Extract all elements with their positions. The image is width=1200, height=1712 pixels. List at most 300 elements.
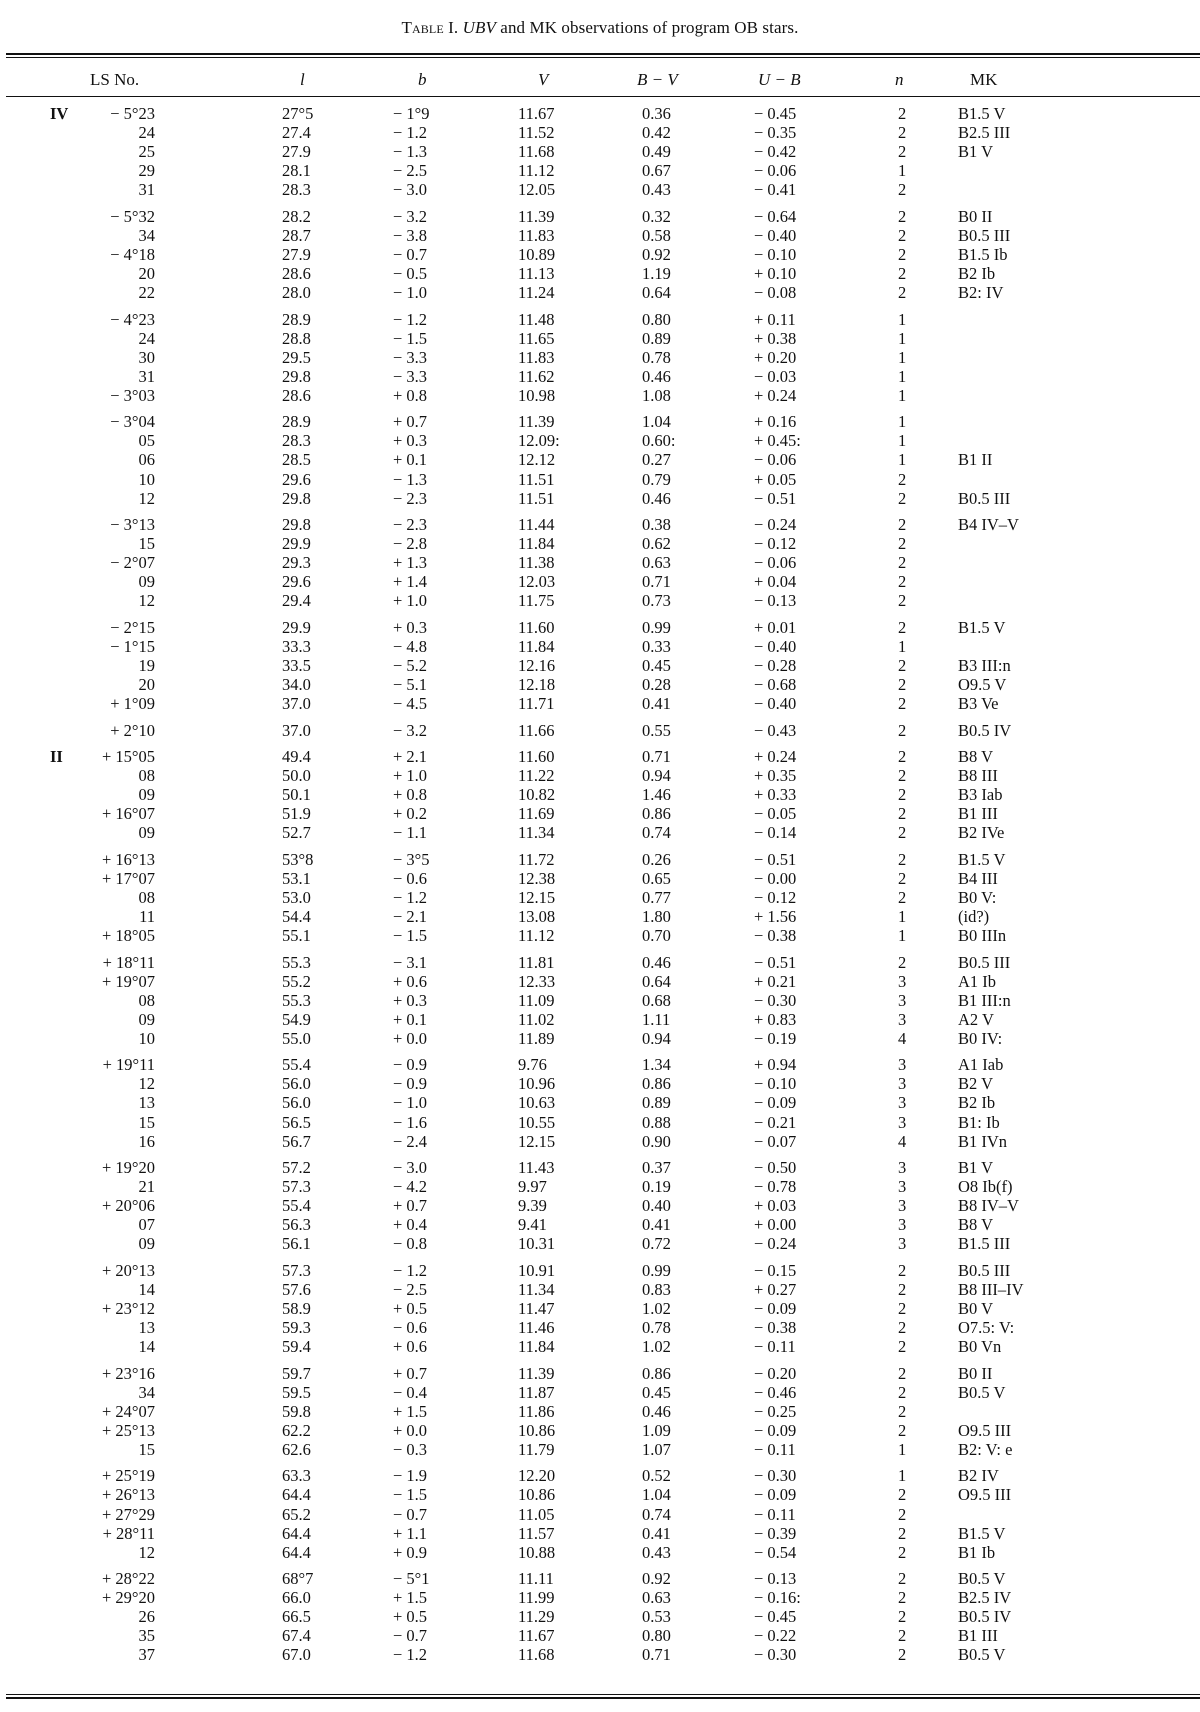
b-minus-v-cell: 0.86 <box>642 804 671 824</box>
ls-number-cell: 10 <box>138 469 155 489</box>
galactic-longitude-cell: 67.4 <box>282 1626 311 1646</box>
n-observations-cell: 2 <box>898 1645 907 1665</box>
ls-number-cell: − 2°07 <box>110 553 155 573</box>
mk-type-cell: B8 V <box>958 1215 993 1235</box>
v-magnitude-cell: 10.31 <box>518 1234 556 1254</box>
u-minus-b-cell: − 0.07 <box>754 1131 797 1151</box>
galactic-latitude-cell: − 1.0 <box>393 1093 428 1113</box>
ls-number-cell: + 20°06 <box>101 1196 155 1216</box>
table-row <box>0 1132 1200 1151</box>
galactic-latitude-cell: − 0.4 <box>393 1382 428 1402</box>
ls-number-cell: 24 <box>138 328 155 348</box>
b-minus-v-cell: 0.89 <box>642 1093 671 1113</box>
b-minus-v-cell: 0.46 <box>642 366 671 386</box>
galactic-longitude-cell: 53°8 <box>282 849 314 869</box>
v-magnitude-cell: 11.83 <box>518 225 555 245</box>
table-row <box>0 1383 1200 1402</box>
u-minus-b-cell: + 0.03 <box>754 1196 797 1216</box>
galactic-latitude-cell: − 0.8 <box>393 1234 428 1254</box>
galactic-longitude-cell: 57.3 <box>282 1260 311 1280</box>
table-row <box>0 450 1200 469</box>
galactic-latitude-cell: + 0.9 <box>393 1542 428 1562</box>
galactic-longitude-cell: 54.9 <box>282 1009 311 1029</box>
n-observations-cell: 1 <box>898 431 907 451</box>
v-magnitude-cell: 10.82 <box>518 785 556 805</box>
b-minus-v-cell: 1.46 <box>642 785 671 805</box>
galactic-longitude-cell: 66.5 <box>282 1607 311 1627</box>
v-magnitude-cell: 12.03 <box>518 572 556 592</box>
galactic-longitude-cell: 59.4 <box>282 1337 311 1357</box>
v-magnitude-cell: 11.67 <box>518 1626 555 1646</box>
v-magnitude-cell: 9.97 <box>518 1177 547 1197</box>
ls-number-cell: 31 <box>138 180 155 200</box>
row-group <box>0 721 1200 740</box>
table-row <box>0 869 1200 888</box>
u-minus-b-cell: + 0.04 <box>754 572 797 592</box>
caption-text: and MK observations of program OB stars. <box>500 18 799 37</box>
galactic-latitude-cell: − 2.3 <box>393 515 428 535</box>
galactic-latitude-cell: − 0.7 <box>393 1504 428 1524</box>
n-observations-cell: 2 <box>898 142 907 162</box>
n-observations-cell: 2 <box>898 1260 907 1280</box>
mk-type-cell: B1.5 V <box>958 104 1006 123</box>
n-observations-cell: 3 <box>898 990 907 1010</box>
table-row <box>0 1588 1200 1607</box>
b-minus-v-cell: 0.92 <box>642 1569 671 1589</box>
u-minus-b-cell: + 0.00 <box>754 1215 797 1235</box>
b-minus-v-cell: 0.86 <box>642 1074 671 1094</box>
galactic-latitude-cell: + 1.5 <box>393 1588 428 1608</box>
v-magnitude-cell: 13.08 <box>518 907 556 927</box>
v-magnitude-cell: 12.33 <box>518 971 556 991</box>
b-minus-v-cell: 0.41 <box>642 1215 671 1235</box>
galactic-latitude-cell: − 3.3 <box>393 347 428 367</box>
b-minus-v-cell: 0.32 <box>642 206 671 226</box>
table-row <box>0 618 1200 637</box>
galactic-longitude-cell: 28.6 <box>282 385 311 405</box>
galactic-latitude-cell: + 0.2 <box>393 804 428 824</box>
v-magnitude-cell: 11.29 <box>518 1607 555 1627</box>
u-minus-b-cell: − 0.19 <box>754 1028 797 1048</box>
galactic-longitude-cell: 29.9 <box>282 617 311 637</box>
v-magnitude-cell: 11.12 <box>518 926 555 946</box>
table-row <box>0 489 1200 508</box>
caption-ubv: UBV <box>462 18 496 37</box>
u-minus-b-cell: − 0.06 <box>754 161 797 181</box>
table-row <box>0 572 1200 591</box>
galactic-latitude-cell: + 0.3 <box>393 990 428 1010</box>
v-magnitude-cell: 11.84 <box>518 636 555 656</box>
u-minus-b-cell: − 0.51 <box>754 849 797 869</box>
n-observations-cell: 2 <box>898 804 907 824</box>
galactic-latitude-cell: − 2.5 <box>393 161 428 181</box>
mk-type-cell: O9.5 III <box>958 1485 1012 1505</box>
galactic-longitude-cell: 27.9 <box>282 244 311 264</box>
table-row <box>0 1029 1200 1048</box>
u-minus-b-cell: − 0.38 <box>754 1318 797 1338</box>
b-minus-v-cell: 0.52 <box>642 1466 671 1486</box>
galactic-longitude-cell: 29.8 <box>282 488 311 508</box>
b-minus-v-cell: 0.64 <box>642 283 671 303</box>
u-minus-b-cell: − 0.42 <box>754 142 797 162</box>
table-row <box>0 1607 1200 1626</box>
table-row <box>0 1113 1200 1132</box>
u-minus-b-cell: − 0.11 <box>754 1504 796 1524</box>
row-group <box>0 310 1200 405</box>
table-row <box>0 161 1200 180</box>
ls-number-cell: + 20°13 <box>101 1260 155 1280</box>
bottom-rule-thin <box>6 1694 1200 1695</box>
galactic-longitude-cell: 28.3 <box>282 431 311 451</box>
ls-number-cell: 26 <box>138 1607 155 1627</box>
u-minus-b-cell: + 0.24 <box>754 746 797 766</box>
galactic-longitude-cell: 59.5 <box>282 1382 311 1402</box>
galactic-longitude-cell: 59.7 <box>282 1363 311 1383</box>
mk-type-cell: B1 V <box>958 1158 993 1178</box>
galactic-latitude-cell: − 1.3 <box>393 469 428 489</box>
ls-number-cell: 08 <box>138 766 155 786</box>
mk-type-cell: B0.5 III <box>958 225 1011 245</box>
mk-type-cell: B4 III <box>958 868 998 888</box>
n-observations-cell: 2 <box>898 572 907 592</box>
galactic-latitude-cell: − 1.6 <box>393 1112 428 1132</box>
galactic-longitude-cell: 55.3 <box>282 990 311 1010</box>
ls-number-cell: + 17°07 <box>101 868 155 888</box>
table-row <box>0 850 1200 869</box>
mk-type-cell: B1 II <box>958 450 993 470</box>
mk-type-cell: (id?) <box>958 907 990 927</box>
galactic-latitude-cell: − 1.3 <box>393 142 428 162</box>
galactic-latitude-cell: − 2.3 <box>393 488 428 508</box>
galactic-longitude-cell: 28.5 <box>282 450 311 470</box>
table-row <box>0 1093 1200 1112</box>
mk-type-cell: B8 IV–V <box>958 1196 1019 1216</box>
ls-number-cell: 08 <box>138 887 155 907</box>
u-minus-b-cell: − 0.46 <box>754 1382 797 1402</box>
b-minus-v-cell: 0.43 <box>642 1542 671 1562</box>
galactic-longitude-cell: 50.1 <box>282 785 311 805</box>
mk-type-cell: B8 V <box>958 746 993 766</box>
header-v: V <box>538 70 549 89</box>
row-group <box>0 1158 1200 1253</box>
v-magnitude-cell: 11.43 <box>518 1158 555 1178</box>
region-cell: IV <box>50 104 69 123</box>
n-observations-cell: 2 <box>898 553 907 573</box>
b-minus-v-cell: 0.71 <box>642 746 671 766</box>
u-minus-b-cell: − 0.05 <box>754 804 797 824</box>
v-magnitude-cell: 11.65 <box>518 328 555 348</box>
galactic-latitude-cell: + 0.5 <box>393 1607 428 1627</box>
u-minus-b-cell: − 0.64 <box>754 206 797 226</box>
table-row <box>0 991 1200 1010</box>
b-minus-v-cell: 0.41 <box>642 694 671 714</box>
ls-number-cell: 30 <box>138 347 155 367</box>
v-magnitude-cell: 12.20 <box>518 1466 556 1486</box>
table-row <box>0 766 1200 785</box>
table-row <box>0 1626 1200 1645</box>
galactic-longitude-cell: 67.0 <box>282 1645 311 1665</box>
n-observations-cell: 4 <box>898 1028 907 1048</box>
table-row <box>0 656 1200 675</box>
v-magnitude-cell: 11.46 <box>518 1318 555 1338</box>
galactic-latitude-cell: − 1.2 <box>393 1260 428 1280</box>
u-minus-b-cell: − 0.25 <box>754 1401 797 1421</box>
b-minus-v-cell: 0.58 <box>642 225 671 245</box>
ls-number-cell: + 19°20 <box>101 1158 155 1178</box>
ls-number-cell: 09 <box>138 1009 155 1029</box>
ls-number-cell: − 5°32 <box>110 206 155 226</box>
u-minus-b-cell: + 0.24 <box>754 385 797 405</box>
b-minus-v-cell: 0.70 <box>642 926 671 946</box>
mk-type-cell: B0.5 IV <box>958 1607 1012 1627</box>
n-observations-cell: 2 <box>898 1318 907 1338</box>
b-minus-v-cell: 0.46 <box>642 952 671 972</box>
n-observations-cell: 1 <box>898 366 907 386</box>
mk-type-cell: B8 III <box>958 766 998 786</box>
table-row <box>0 972 1200 991</box>
v-magnitude-cell: 11.84 <box>518 534 555 554</box>
table-row <box>0 1364 1200 1383</box>
ls-number-cell: − 1°15 <box>110 636 155 656</box>
galactic-latitude-cell: − 0.5 <box>393 264 428 284</box>
mk-type-cell: B2 Ib <box>958 1093 996 1113</box>
u-minus-b-cell: + 0.35 <box>754 766 797 786</box>
header-b: b <box>418 70 427 89</box>
v-magnitude-cell: 11.05 <box>518 1504 555 1524</box>
galactic-latitude-cell: + 0.7 <box>393 1196 428 1216</box>
b-minus-v-cell: 0.41 <box>642 1523 671 1543</box>
u-minus-b-cell: + 0.11 <box>754 309 796 329</box>
n-observations-cell: 2 <box>898 1607 907 1627</box>
b-minus-v-cell: 1.19 <box>642 264 671 284</box>
n-observations-cell: 2 <box>898 1382 907 1402</box>
galactic-latitude-cell: + 0.0 <box>393 1028 428 1048</box>
table-row <box>0 785 1200 804</box>
n-observations-cell: 2 <box>898 283 907 303</box>
b-minus-v-cell: 0.19 <box>642 1177 671 1197</box>
mk-type-cell: B0.5 IV <box>958 720 1012 740</box>
ls-number-cell: 09 <box>138 572 155 592</box>
n-observations-cell: 1 <box>898 1439 907 1459</box>
table-row <box>0 470 1200 489</box>
u-minus-b-cell: − 0.45 <box>754 1607 797 1627</box>
galactic-longitude-cell: 27.9 <box>282 142 311 162</box>
u-minus-b-cell: − 0.40 <box>754 225 797 245</box>
galactic-longitude-cell: 29.5 <box>282 347 311 367</box>
u-minus-b-cell: − 0.09 <box>754 1485 797 1505</box>
ls-number-cell: + 25°19 <box>101 1466 155 1486</box>
n-observations-cell: 3 <box>898 971 907 991</box>
n-observations-cell: 2 <box>898 849 907 869</box>
table-label: Table I. <box>401 18 459 37</box>
v-magnitude-cell: 11.57 <box>518 1523 555 1543</box>
n-observations-cell: 2 <box>898 746 907 766</box>
galactic-longitude-cell: 57.6 <box>282 1279 311 1299</box>
ls-number-cell: + 23°12 <box>101 1299 155 1318</box>
galactic-longitude-cell: 56.1 <box>282 1234 311 1254</box>
n-observations-cell: 1 <box>898 1466 907 1486</box>
galactic-latitude-cell: − 3.2 <box>393 206 428 226</box>
b-minus-v-cell: 0.37 <box>642 1158 671 1178</box>
n-observations-cell: 2 <box>898 104 907 123</box>
mk-type-cell: O8 Ib(f) <box>958 1177 1013 1197</box>
b-minus-v-cell: 0.33 <box>642 636 671 656</box>
mk-type-cell: B0.5 III <box>958 1260 1011 1280</box>
b-minus-v-cell: 0.80 <box>642 1626 671 1646</box>
galactic-latitude-cell: + 1.4 <box>393 572 428 592</box>
mk-type-cell: O9.5 V <box>958 675 1007 695</box>
ls-number-cell: 13 <box>138 1093 155 1113</box>
v-magnitude-cell: 9.76 <box>518 1055 547 1075</box>
ls-number-cell: − 4°18 <box>110 244 155 264</box>
ls-number-cell: + 26°13 <box>101 1485 155 1505</box>
b-minus-v-cell: 0.60: <box>642 431 676 451</box>
n-observations-cell: 1 <box>898 385 907 405</box>
table-row <box>0 1055 1200 1074</box>
v-magnitude-cell: 12.15 <box>518 887 556 907</box>
ls-number-cell: 05 <box>138 431 155 451</box>
ls-number-cell: + 23°16 <box>101 1363 155 1383</box>
mk-type-cell: B1: Ib <box>958 1112 1000 1132</box>
galactic-latitude-cell: − 4.2 <box>393 1177 428 1197</box>
mk-type-cell: B3 III:n <box>958 656 1011 676</box>
v-magnitude-cell: 11.83 <box>518 347 555 367</box>
galactic-latitude-cell: + 0.3 <box>393 617 428 637</box>
galactic-longitude-cell: 28.1 <box>282 161 311 181</box>
ls-number-cell: 19 <box>138 656 155 676</box>
table-row <box>0 412 1200 431</box>
u-minus-b-cell: − 0.30 <box>754 1466 797 1486</box>
ls-number-cell: 31 <box>138 366 155 386</box>
galactic-longitude-cell: 29.6 <box>282 469 311 489</box>
u-minus-b-cell: − 0.09 <box>754 1299 797 1318</box>
u-minus-b-cell: − 0.78 <box>754 1177 797 1197</box>
galactic-longitude-cell: 56.5 <box>282 1112 311 1132</box>
table-row <box>0 1505 1200 1524</box>
mk-type-cell: O7.5: V: <box>958 1318 1015 1338</box>
u-minus-b-cell: − 0.15 <box>754 1260 797 1280</box>
galactic-longitude-cell: 57.3 <box>282 1177 311 1197</box>
u-minus-b-cell: − 0.35 <box>754 123 797 143</box>
galactic-latitude-cell: − 4.5 <box>393 694 428 714</box>
v-magnitude-cell: 11.60 <box>518 746 555 766</box>
galactic-longitude-cell: 64.4 <box>282 1542 311 1562</box>
mk-type-cell: B2: IV <box>958 283 1004 303</box>
ls-number-cell: 08 <box>138 990 155 1010</box>
galactic-longitude-cell: 29.8 <box>282 515 311 535</box>
b-minus-v-cell: 0.86 <box>642 1363 671 1383</box>
galactic-longitude-cell: 59.8 <box>282 1401 311 1421</box>
galactic-longitude-cell: 53.1 <box>282 868 311 888</box>
mk-type-cell: B1.5 V <box>958 617 1006 637</box>
u-minus-b-cell: − 0.68 <box>754 675 797 695</box>
b-minus-v-cell: 0.73 <box>642 591 671 611</box>
u-minus-b-cell: + 0.10 <box>754 264 797 284</box>
mk-type-cell: B0 II <box>958 1363 993 1383</box>
v-magnitude-cell: 11.62 <box>518 366 555 386</box>
mk-type-cell: B3 Iab <box>958 785 1003 805</box>
n-observations-cell: 1 <box>898 636 907 656</box>
galactic-longitude-cell: 51.9 <box>282 804 311 824</box>
row-group <box>0 515 1200 610</box>
ls-number-cell: 11 <box>139 907 155 927</box>
table-row <box>0 264 1200 283</box>
table-row <box>0 1485 1200 1504</box>
galactic-longitude-cell: 28.2 <box>282 206 311 226</box>
b-minus-v-cell: 1.09 <box>642 1420 671 1440</box>
galactic-latitude-cell: − 2.1 <box>393 907 428 927</box>
u-minus-b-cell: − 0.12 <box>754 534 797 554</box>
v-magnitude-cell: 11.89 <box>518 1028 555 1048</box>
ls-number-cell: − 3°03 <box>110 385 155 405</box>
header-n: n <box>895 70 904 89</box>
ls-number-cell: + 28°11 <box>102 1523 155 1543</box>
n-observations-cell: 2 <box>898 1299 907 1318</box>
table-row <box>0 329 1200 348</box>
galactic-latitude-cell: + 1.0 <box>393 766 428 786</box>
galactic-latitude-cell: − 0.7 <box>393 1626 428 1646</box>
b-minus-v-cell: 0.92 <box>642 244 671 264</box>
mk-type-cell: B2 V <box>958 1074 993 1094</box>
mk-type-cell: B4 IV–V <box>958 515 1019 535</box>
ls-number-cell: 21 <box>138 1177 155 1197</box>
ls-number-cell: + 27°29 <box>101 1504 155 1524</box>
u-minus-b-cell: − 0.54 <box>754 1542 797 1562</box>
table-row <box>0 1402 1200 1421</box>
n-observations-cell: 2 <box>898 206 907 226</box>
u-minus-b-cell: + 0.05 <box>754 469 797 489</box>
b-minus-v-cell: 0.63 <box>642 1588 671 1608</box>
v-magnitude-cell: 11.81 <box>518 952 555 972</box>
galactic-longitude-cell: 50.0 <box>282 766 311 786</box>
b-minus-v-cell: 0.46 <box>642 1401 671 1421</box>
b-minus-v-cell: 0.65 <box>642 868 671 888</box>
n-observations-cell: 2 <box>898 1363 907 1383</box>
u-minus-b-cell: − 0.38 <box>754 926 797 946</box>
mk-type-cell: O9.5 III <box>958 1420 1012 1440</box>
v-magnitude-cell: 10.55 <box>518 1112 556 1132</box>
n-observations-cell: 2 <box>898 591 907 611</box>
n-observations-cell: 2 <box>898 469 907 489</box>
ls-number-cell: + 25°13 <box>101 1420 155 1440</box>
galactic-latitude-cell: + 0.1 <box>393 1009 428 1029</box>
v-magnitude-cell: 10.91 <box>518 1260 556 1280</box>
u-minus-b-cell: − 0.08 <box>754 283 797 303</box>
header-u-minus-b: U − B <box>758 70 801 89</box>
v-magnitude-cell: 11.34 <box>518 1279 555 1299</box>
table-row <box>0 1177 1200 1196</box>
table-row <box>0 226 1200 245</box>
ls-number-cell: + 15°05 <box>101 746 155 766</box>
u-minus-b-cell: + 0.21 <box>754 971 797 991</box>
n-observations-cell: 1 <box>898 412 907 432</box>
n-observations-cell: 1 <box>898 309 907 329</box>
v-magnitude-cell: 11.84 <box>518 1337 555 1357</box>
table-row <box>0 367 1200 386</box>
u-minus-b-cell: − 0.20 <box>754 1363 797 1383</box>
galactic-longitude-cell: 28.0 <box>282 283 311 303</box>
galactic-latitude-cell: − 0.6 <box>393 1318 428 1338</box>
table-row <box>0 123 1200 142</box>
n-observations-cell: 1 <box>898 450 907 470</box>
v-magnitude-cell: 11.47 <box>518 1299 555 1318</box>
b-minus-v-cell: 0.77 <box>642 887 671 907</box>
ls-number-cell: 12 <box>138 591 155 611</box>
n-observations-cell: 3 <box>898 1055 907 1075</box>
b-minus-v-cell: 0.79 <box>642 469 671 489</box>
n-observations-cell: 1 <box>898 328 907 348</box>
galactic-latitude-cell: − 1.5 <box>393 1485 428 1505</box>
